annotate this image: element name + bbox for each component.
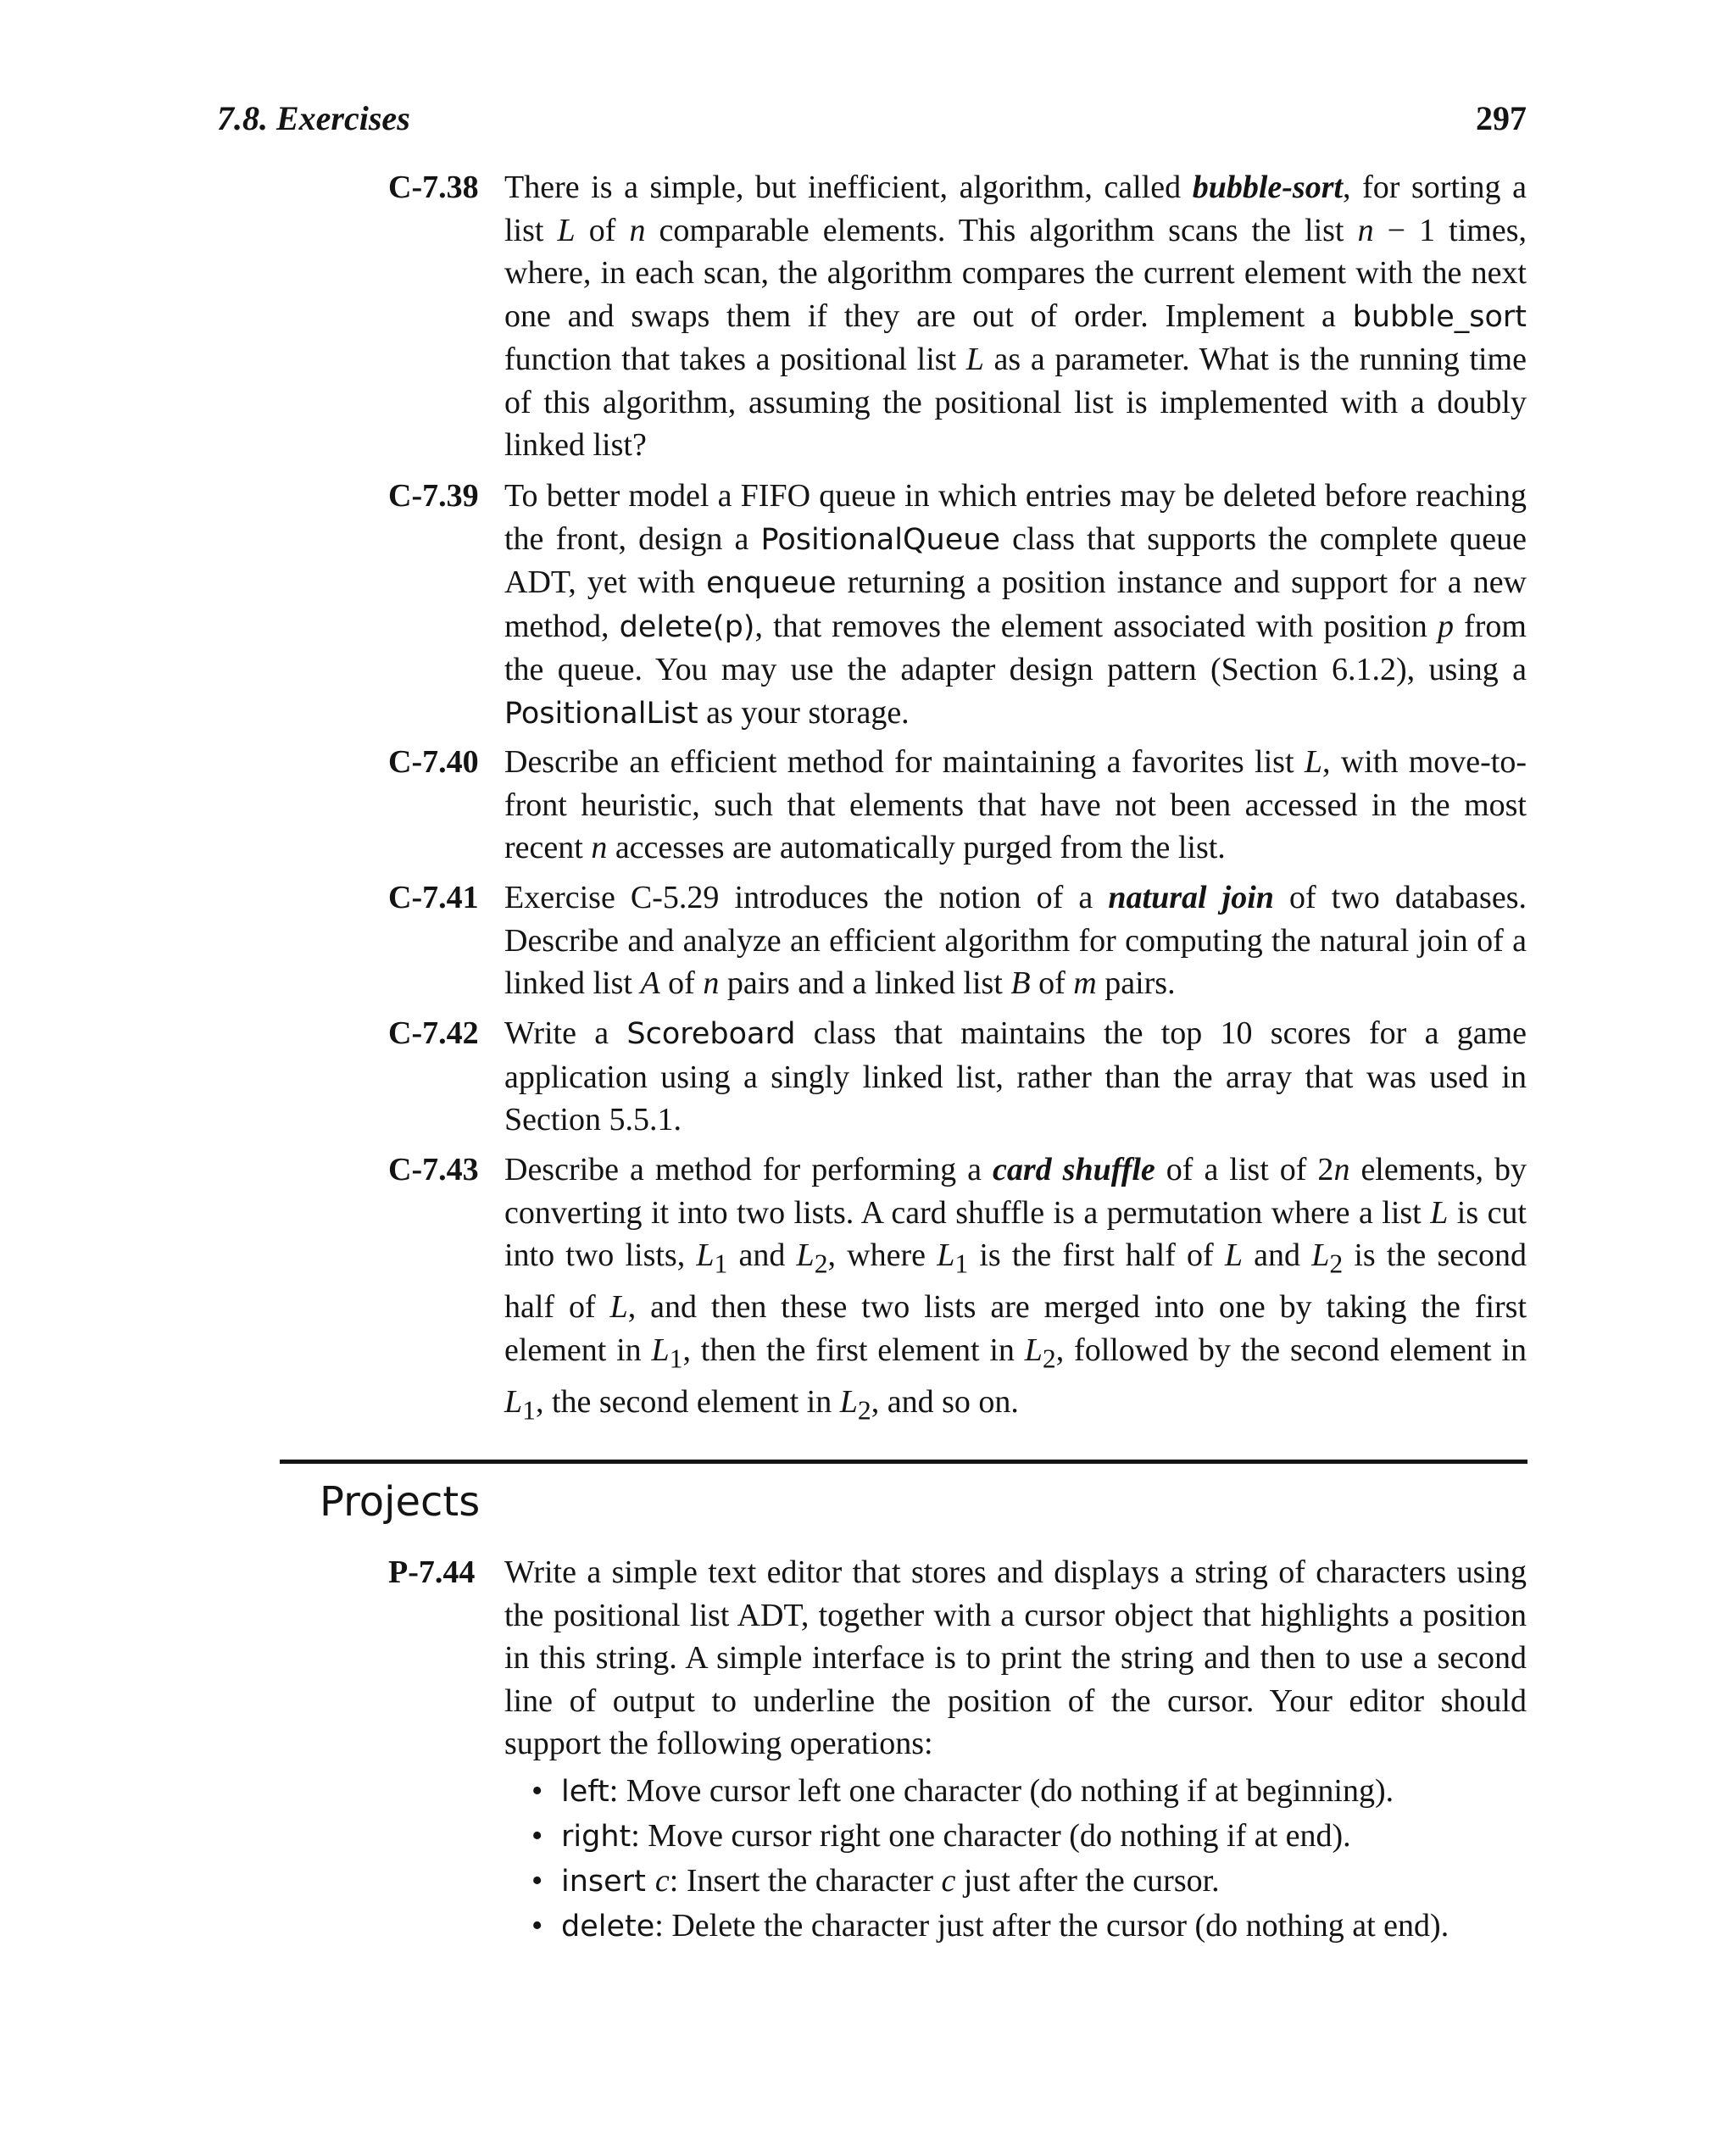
term-card-shuffle: card shuffle — [993, 1152, 1155, 1187]
code-delete-p: delete(p) — [619, 609, 755, 644]
exercise-label: C-7.40 — [388, 744, 479, 780]
exercise-text: Describe an efficient method for maintaining a favorites list L, with move-to-front heuristic, such that elements that have not been accessed in the most recent n accesses are automatically purged from the list. — [504, 744, 1527, 865]
exercise-c-7-40 — [388, 741, 1527, 870]
exercise-label: P-7.44 — [388, 1554, 476, 1590]
exercise-text: To better model a FIFO queue in which entries may be deleted before reaching the front, design a PositionalQueue class that supports the complete queue ADT, yet with enqueue returning a position instance and support for a new method, delete(p), that removes the element associated with position p from the queue. You may use the adapter design pattern (Section 6.1.2), using a PositionalList as your storage. — [504, 478, 1527, 731]
projects-heading: Projects — [320, 1478, 481, 1526]
exercise-c-7-38 — [388, 166, 1527, 467]
exercise-c-7-42 — [388, 1012, 1527, 1142]
exercise-text: Exercise C-5.29 introduces the notion of a natural join of two databases. Describe and analyze an efficient algorithm for computing the natural join of a linked list A of n pairs and a linked list B of m pairs. — [504, 880, 1527, 1001]
exercise-label: C-7.42 — [388, 1015, 479, 1051]
exercise-text: Write a simple text editor that stores and displays a string of characters using the positional list ADT, together with a cursor object that highlights a position in this string. A simple interface is to print the string and then to use a second line of output to underline the position of the cursor. Your editor should support the following operations: — [504, 1554, 1527, 1761]
list-item: • delete: Delete the character just after the cursor (do nothing at end). — [531, 1904, 1527, 1949]
bullet: • — [531, 1817, 543, 1854]
code-enqueue: enqueue — [706, 566, 837, 600]
code-scoreboard: Scoreboard — [626, 1017, 796, 1051]
exercise-c-7-41 — [388, 876, 1527, 1005]
project-p-7-44 — [388, 1551, 1527, 1949]
running-head — [217, 98, 1527, 149]
bullet: • — [531, 1907, 543, 1944]
code-bubble-sort: bubble_sort — [1352, 299, 1527, 334]
section-divider — [280, 1460, 1527, 1464]
exercise-text: Write a Scoreboard class that maintains the top 10 scores for a game application using a singly linked list, rather than the array that was used in Section 5.5.1. — [504, 1015, 1527, 1137]
exercise-label: C-7.39 — [388, 478, 479, 514]
term-bubble-sort: bubble-sort — [1192, 170, 1344, 205]
exercise-c-7-43 — [388, 1148, 1527, 1432]
exercise-c-7-39 — [388, 475, 1527, 735]
bullet: • — [531, 1862, 543, 1899]
code-insert: insert — [561, 1864, 655, 1899]
exercise-label: C-7.43 — [388, 1152, 479, 1187]
list-item: • left: Move cursor left one character (do nothing if at beginning). — [531, 1769, 1527, 1814]
list-item: • right: Move cursor right one character (do nothing if at end). — [531, 1814, 1527, 1859]
list-item: • insert c: Insert the character c just after the cursor. — [531, 1859, 1527, 1904]
code-delete: delete — [561, 1909, 655, 1944]
exercise-label: C-7.41 — [388, 880, 479, 915]
code-left: left — [561, 1774, 609, 1809]
code-positional-list: PositionalList — [504, 696, 698, 731]
section-title: 7.8. Exercises — [217, 99, 410, 137]
operations-list — [504, 1769, 1527, 1949]
bullet: • — [531, 1772, 543, 1809]
exercise-text: There is a simple, but inefficient, algorithm, called bubble-sort, for sorting a list L of n comparable elements. This algorithm scans the list n − 1 times, where, in each scan, the algorithm compares the current element with the next one and swaps them if they are out of order. Implement a bubble_sort function that takes a positional list L as a parameter. What is the running time of this algorithm, assuming the positional list is implemented with a doubly linked list? — [504, 170, 1527, 463]
exercise-label: C-7.38 — [388, 170, 479, 205]
term-natural-join: natural join — [1108, 880, 1274, 915]
exercise-text: Describe a method for performing a card shuffle of a list of 2n elements, by converting it into two lists. A card shuffle is a permutation where a list L is cut into two lists, $L_1$ and $L_2$, where $L_1$ is the first half of L and $L_2$ is the second half of L, and then these two lists are merged into one by taking the first element in $L_1$, then the first element in $L_2$, followed by the second element in $L_1$, the second element in $L_2$, and so on. — [504, 1152, 1527, 1426]
code-positional-queue: PositionalQueue — [760, 522, 1000, 557]
page-number: 297 — [1476, 99, 1527, 137]
code-right: right — [561, 1819, 632, 1854]
